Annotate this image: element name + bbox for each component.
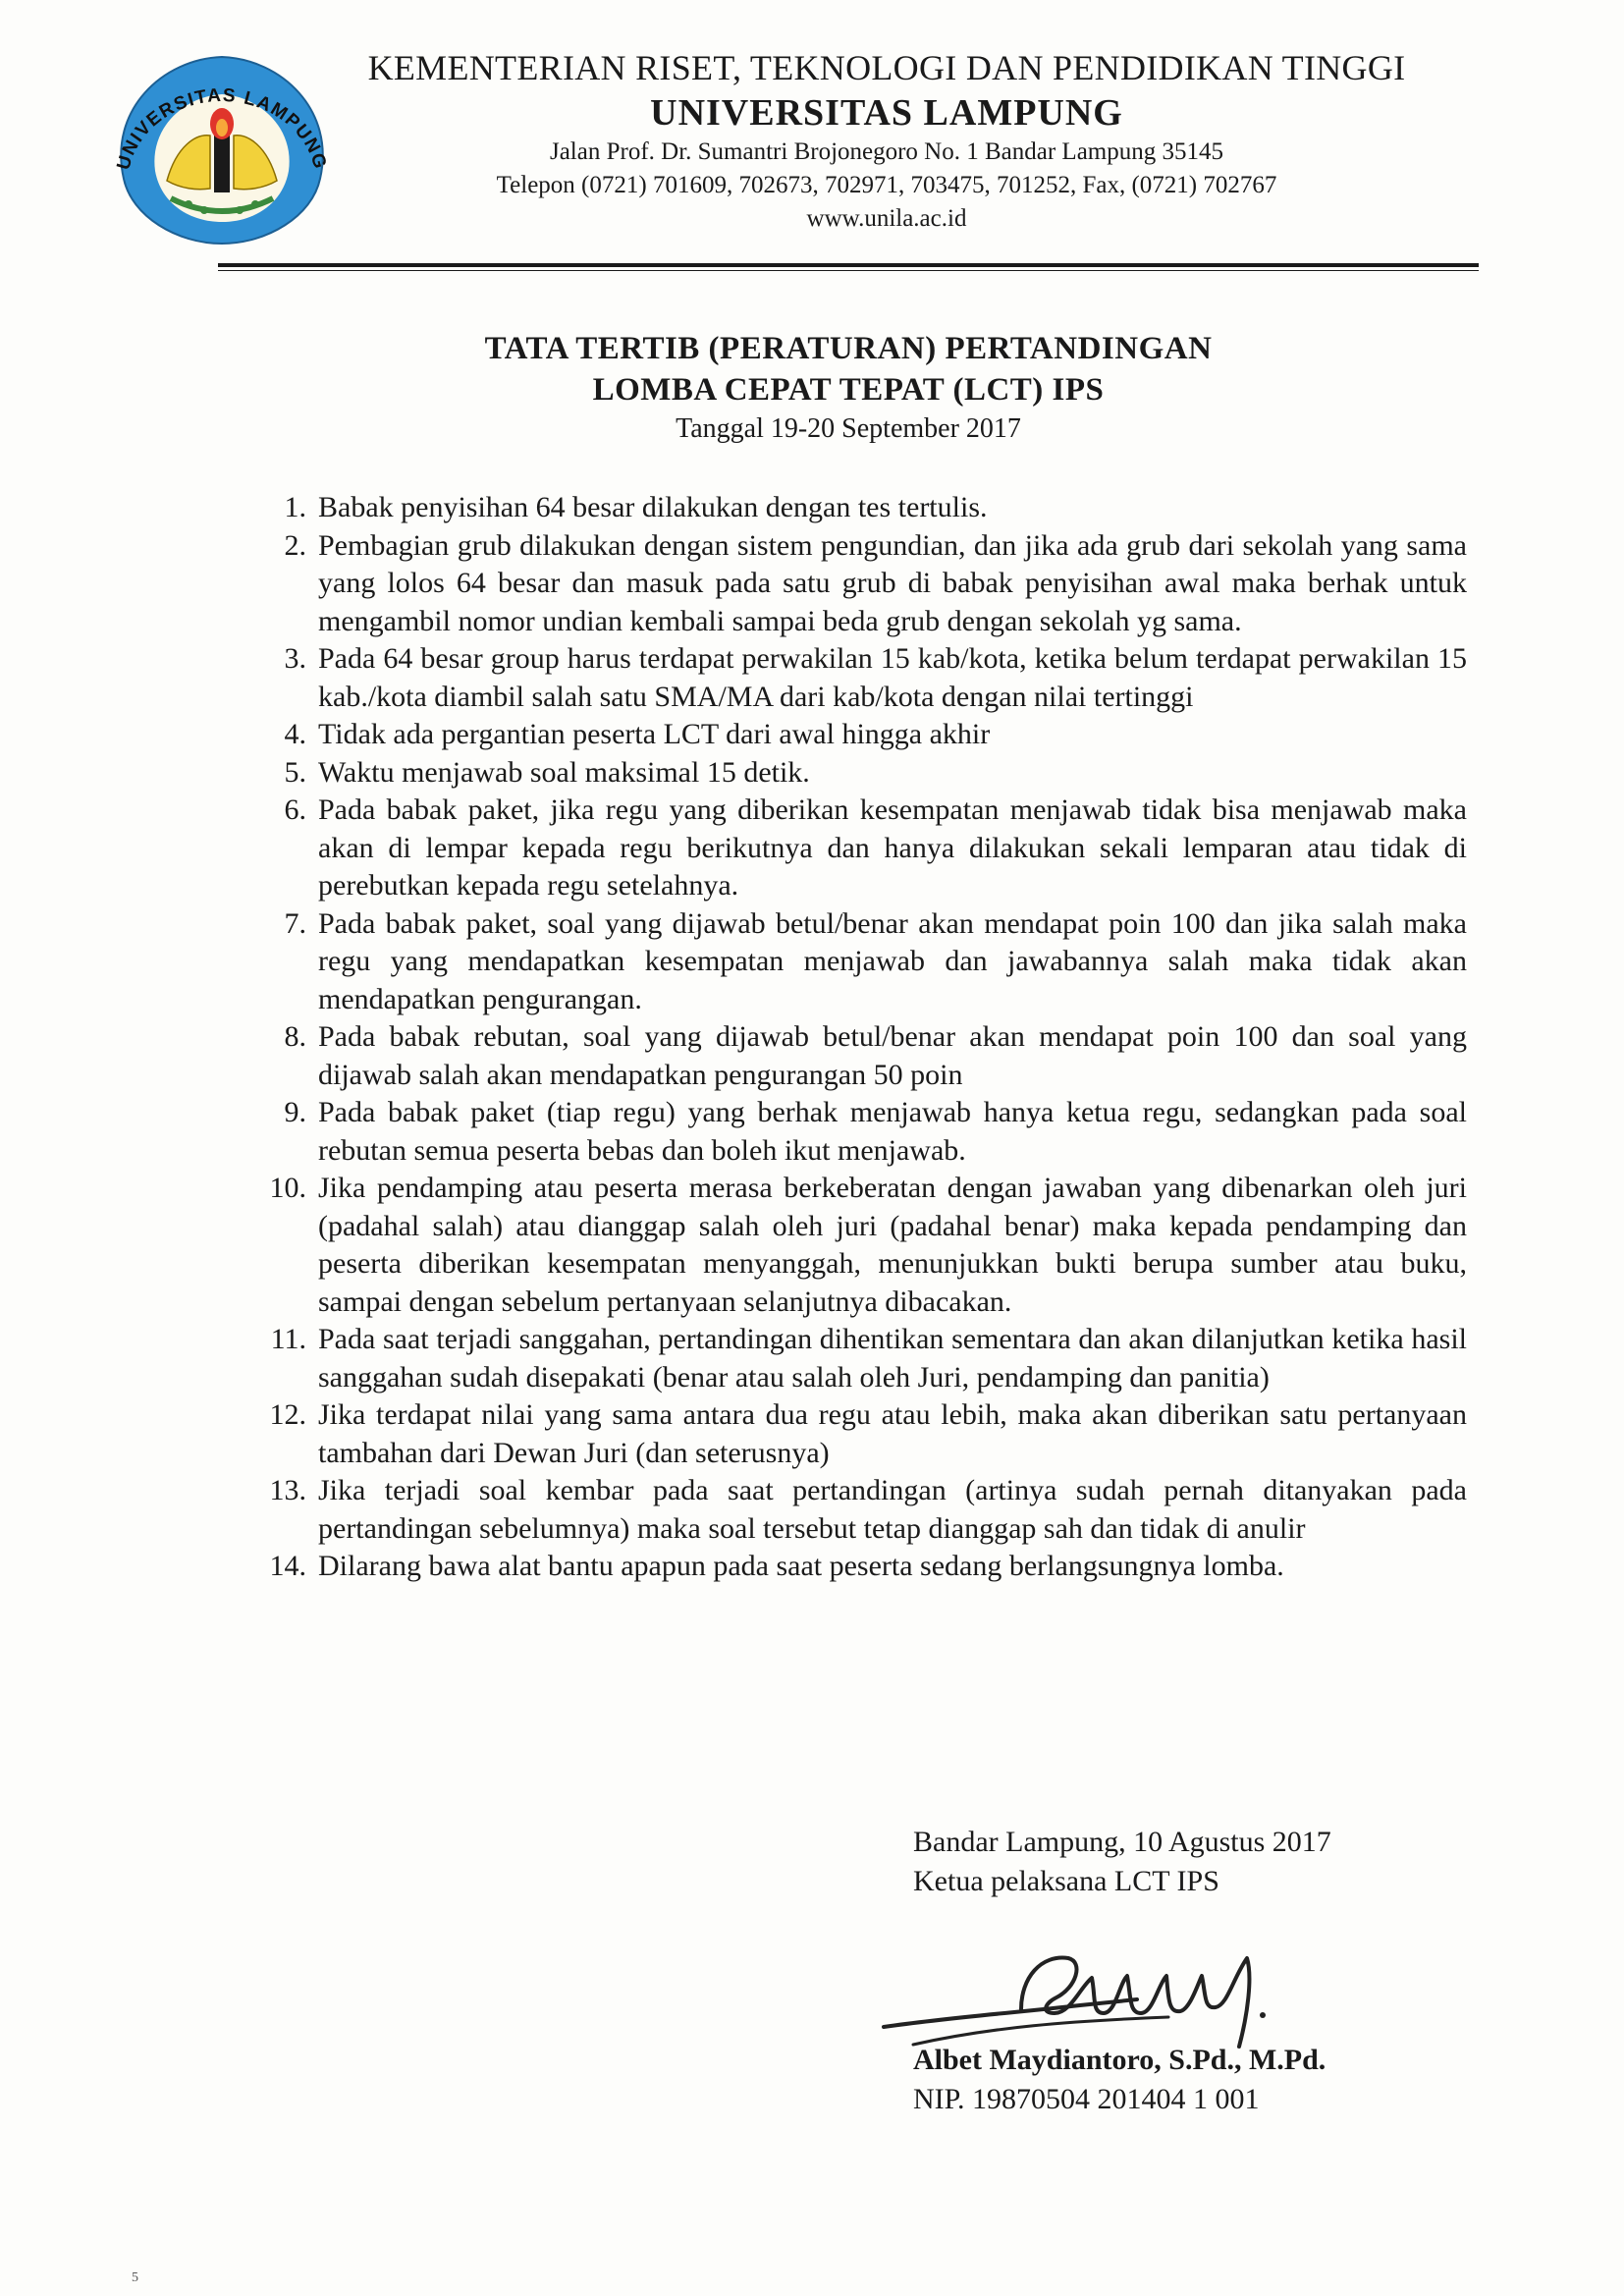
rule-number: 3. xyxy=(284,642,306,675)
rule-item xyxy=(245,640,1467,716)
rule-text: Jika terjadi soal kembar pada saat pertandingan (artinya sudah pernah ditanyakan pada pertandingan sebelumnya) maka soal tersebut tetap dianggap sah dan tidak di anulir xyxy=(318,1474,1467,1545)
rule-text: Jika terdapat nilai yang sama antara dua regu atau lebih, maka akan diberikan satu pertanyaan tambahan dari Dewan Juri (dan seterusnya) xyxy=(318,1398,1467,1469)
rule-number: 7. xyxy=(284,906,306,940)
rule-text: Pada babak paket, jika regu yang diberikan kesempatan menjawab tidak bisa menjawab maka akan di lempar kepada regu berikutnya dan hanya dilakukan sekali lemparan atau tidak di perebutkan kepada regu setelahnya. xyxy=(318,793,1467,902)
rule-item xyxy=(245,1548,1467,1586)
rule-item xyxy=(245,527,1467,641)
rule-text: Babak penyisihan 64 besar dilakukan dengan tes tertulis. xyxy=(318,491,988,523)
university-logo-icon xyxy=(94,51,350,247)
rule-number: 6. xyxy=(284,793,306,826)
letterhead-divider xyxy=(218,263,1479,267)
rule-number: 11. xyxy=(270,1323,306,1355)
university-address: Jalan Prof. Dr. Sumantri Brojonegoro No. 1 Bandar Lampung 35145 xyxy=(549,138,1223,165)
rules-list xyxy=(245,489,1467,1586)
title-line-2: LOMBA CEPAT TEPAT (LCT) IPS xyxy=(592,372,1105,408)
signature-block xyxy=(913,1823,1463,2119)
rule-number: 1. xyxy=(284,491,306,523)
rule-item xyxy=(245,1018,1467,1094)
rule-item xyxy=(245,1472,1467,1548)
university-phone: Telepon (0721) 701609, 702673, 702971, 703475, 701252, Fax, (0721) 702767 xyxy=(496,172,1277,198)
signature-role: Ketua pelaksana LCT IPS xyxy=(913,1865,1219,1897)
rule-text: Pada babak paket, soal yang dijawab betul/benar akan mendapat poin 100 dan jika salah maka regu yang mendapatkan kesempatan menjawab dan jawabannya salah maka tidak akan mendapatkan pengurangan. xyxy=(318,906,1467,1015)
rule-item xyxy=(245,792,1467,905)
title-line-1: TATA TERTIB (PERATURAN) PERTANDINGAN xyxy=(484,331,1213,366)
rule-text: Pembagian grub dilakukan dengan sistem pengundian, dan jika ada grub dari sekolah yang sama yang lolos 64 besar dan masuk pada satu grub di babak penyisihan awal maka berhak untuk mengambil nomor undian kembali sampai beda grub dengan sekolah yg sama. xyxy=(318,528,1467,637)
rule-text: Dilarang bawa alat bantu apapun pada saat peserta sedang berlangsungnya lomba. xyxy=(318,1550,1284,1582)
rule-item xyxy=(245,1170,1467,1321)
ministry-name: KEMENTERIAN RISET, TEKNOLOGI DAN PENDIDIKAN TINGGI xyxy=(367,48,1406,87)
rule-number: 4. xyxy=(284,718,306,750)
rule-number: 2. xyxy=(284,528,306,562)
rule-item xyxy=(245,1094,1467,1170)
document-title xyxy=(218,328,1479,448)
letterhead-text xyxy=(314,45,1459,236)
rule-number: 10. xyxy=(269,1172,306,1204)
rule-item xyxy=(245,489,1467,527)
rule-number: 13. xyxy=(269,1474,306,1506)
rule-text: Pada 64 besar group harus terdapat perwakilan 15 kab/kota, ketika belum terdapat perwakilan 15 kab./kota diambil salah satu SMA/MA dari kab/kota dengan nilai tertinggi xyxy=(318,642,1467,713)
signatory-name: Albet Maydiantoro, S.Pd., M.Pd. xyxy=(913,2044,1326,2076)
corner-mark: 5 xyxy=(132,2270,138,2285)
rule-item xyxy=(245,1396,1467,1472)
signature-place-date: Bandar Lampung, 10 Agustus 2017 xyxy=(913,1826,1331,1858)
svg-text:UNIVERSITAS LAMPUNG: UNIVERSITAS LAMPUNG xyxy=(113,84,331,173)
rule-number: 14. xyxy=(269,1550,306,1582)
letterhead-divider-thin xyxy=(218,270,1479,271)
rule-text: Pada babak paket (tiap regu) yang berhak menjawab hanya ketua regu, sedangkan pada soal rebutan semua peserta bebas dan boleh ikut menjawab. xyxy=(318,1096,1467,1167)
rule-number: 9. xyxy=(284,1096,306,1128)
rule-text: Pada saat terjadi sanggahan, pertandingan dihentikan sementara dan akan dilanjutkan ketika hasil sanggahan sudah disepakati (benar atau salah oleh Juri, pendamping dan panitia) xyxy=(318,1323,1467,1394)
rule-item xyxy=(245,905,1467,1019)
rule-item xyxy=(245,716,1467,754)
rule-number: 5. xyxy=(284,755,306,789)
rule-item xyxy=(245,754,1467,793)
signatory-nip: NIP. 19870504 201404 1 001 xyxy=(913,2083,1260,2115)
event-date: Tanggal 19-20 September 2017 xyxy=(676,413,1021,444)
rule-item xyxy=(245,1321,1467,1396)
rule-text: Tidak ada pergantian peserta LCT dari awal hingga akhir xyxy=(318,718,991,750)
university-website: www.unila.ac.id xyxy=(806,205,967,232)
university-name: UNIVERSITAS LAMPUNG xyxy=(650,92,1123,134)
rule-text: Waktu menjawab soal maksimal 15 detik. xyxy=(318,755,810,789)
rule-number: 12. xyxy=(269,1398,306,1431)
rule-number: 8. xyxy=(284,1020,306,1053)
letterhead xyxy=(0,0,1624,275)
rule-text: Pada babak rebutan, soal yang dijawab betul/benar akan mendapat poin 100 dan soal yang dijawab salah akan mendapatkan pengurangan 50 poin xyxy=(318,1020,1467,1091)
rule-text: Jika pendamping atau peserta merasa berkeberatan dengan jawaban yang dibenarkan oleh juri (padahal salah) atau dianggap salah oleh juri (padahal benar) maka kepada pendamping dan peserta diberikan kesempatan menyanggah, menunjukkan bukti berupa sumber atau buku, sampai dengan sebelum pertanyaan selanjutnya dibacakan. xyxy=(318,1172,1467,1318)
